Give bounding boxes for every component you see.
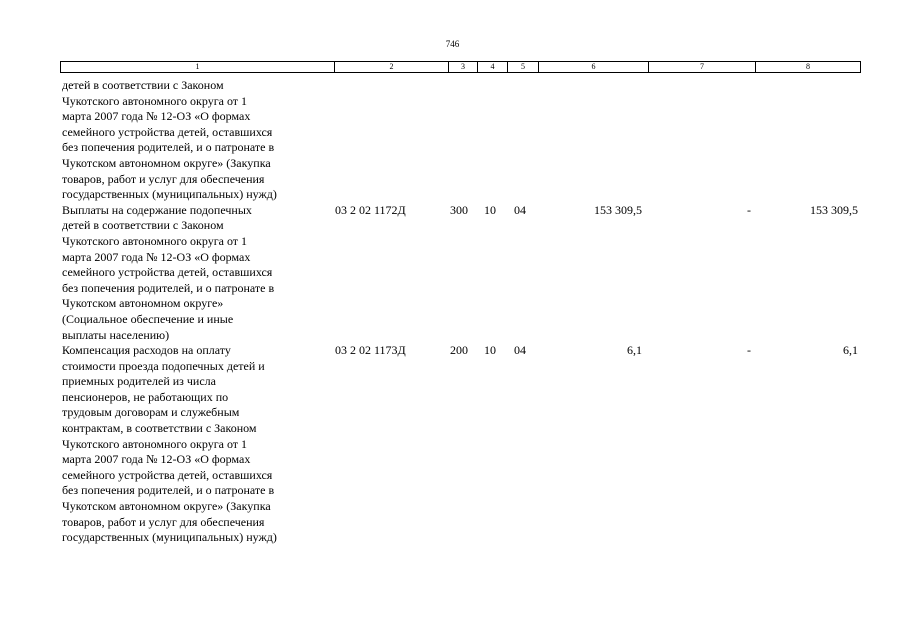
row-target-code: 03 2 02 1173Д: [335, 343, 406, 358]
table-row: [0, 78, 905, 203]
row-amount-regional: 153 309,5: [810, 202, 858, 217]
row-section: 10: [484, 343, 496, 358]
row-expense-type: 200: [450, 343, 468, 358]
row-description: Компенсация расходов на оплату стоимости проезда подопечных детей и приемных родителей из числа пенсионеров, не работающих по трудовым договорам и служебным контрактам, в соответствии с Законом Чукотского автономного округа от 1 марта 2007 года № 12-ОЗ «О формах семейного устройства детей, оставшихся без попечения родителей, и о патронате в Чукотском автономном округе» (Закупка товаров, работ и услуг для обеспечения государственных (муниципальных) нужд): [62, 343, 277, 545]
table-row: [0, 343, 905, 546]
row-subsection: 04: [514, 343, 526, 358]
row-amount-regional: 6,1: [843, 343, 858, 358]
row-amount-federal: -: [747, 343, 751, 358]
row-amount-federal: -: [747, 202, 751, 217]
column-header-table: [60, 61, 861, 73]
column-header-row: [61, 62, 861, 73]
table-body: [0, 78, 905, 546]
row-amount: 6,1: [627, 343, 642, 358]
row-description: детей в соответствии с Законом Чукотского автономного округа от 1 марта 2007 года № 12-ОЗ «О формах семейного устройства детей, оставшихся без попечения родителей, и о патронате в Чукотском автономном округе» (Закупка товаров, работ и услуг для обеспечения государственных (муниципальных) нужд): [62, 78, 277, 202]
row-expense-type: 300: [450, 202, 468, 217]
column-header-2: 2: [335, 62, 449, 73]
column-header-5: 5: [508, 62, 539, 73]
row-amount: 153 309,5: [594, 202, 642, 217]
column-header-4: 4: [478, 62, 508, 73]
page-number: 746: [445, 39, 460, 49]
column-header-7: 7: [649, 62, 756, 73]
column-header-6: 6: [539, 62, 649, 73]
table-row: [0, 203, 905, 343]
column-header-1: 1: [61, 62, 335, 73]
row-target-code: 03 2 02 1172Д: [335, 202, 406, 217]
row-section: 10: [484, 202, 496, 217]
column-header-8: 8: [756, 62, 861, 73]
row-subsection: 04: [514, 202, 526, 217]
column-header-3: 3: [449, 62, 478, 73]
row-description: Выплаты на содержание подопечных детей в соответствии с Законом Чукотского автономного округа от 1 марта 2007 года № 12-ОЗ «О формах семейного устройства детей, оставшихся без попечения родителей, и о патронате в Чукотском автономном округе» (Социальное обеспечение и иные выплаты населению): [62, 202, 275, 342]
